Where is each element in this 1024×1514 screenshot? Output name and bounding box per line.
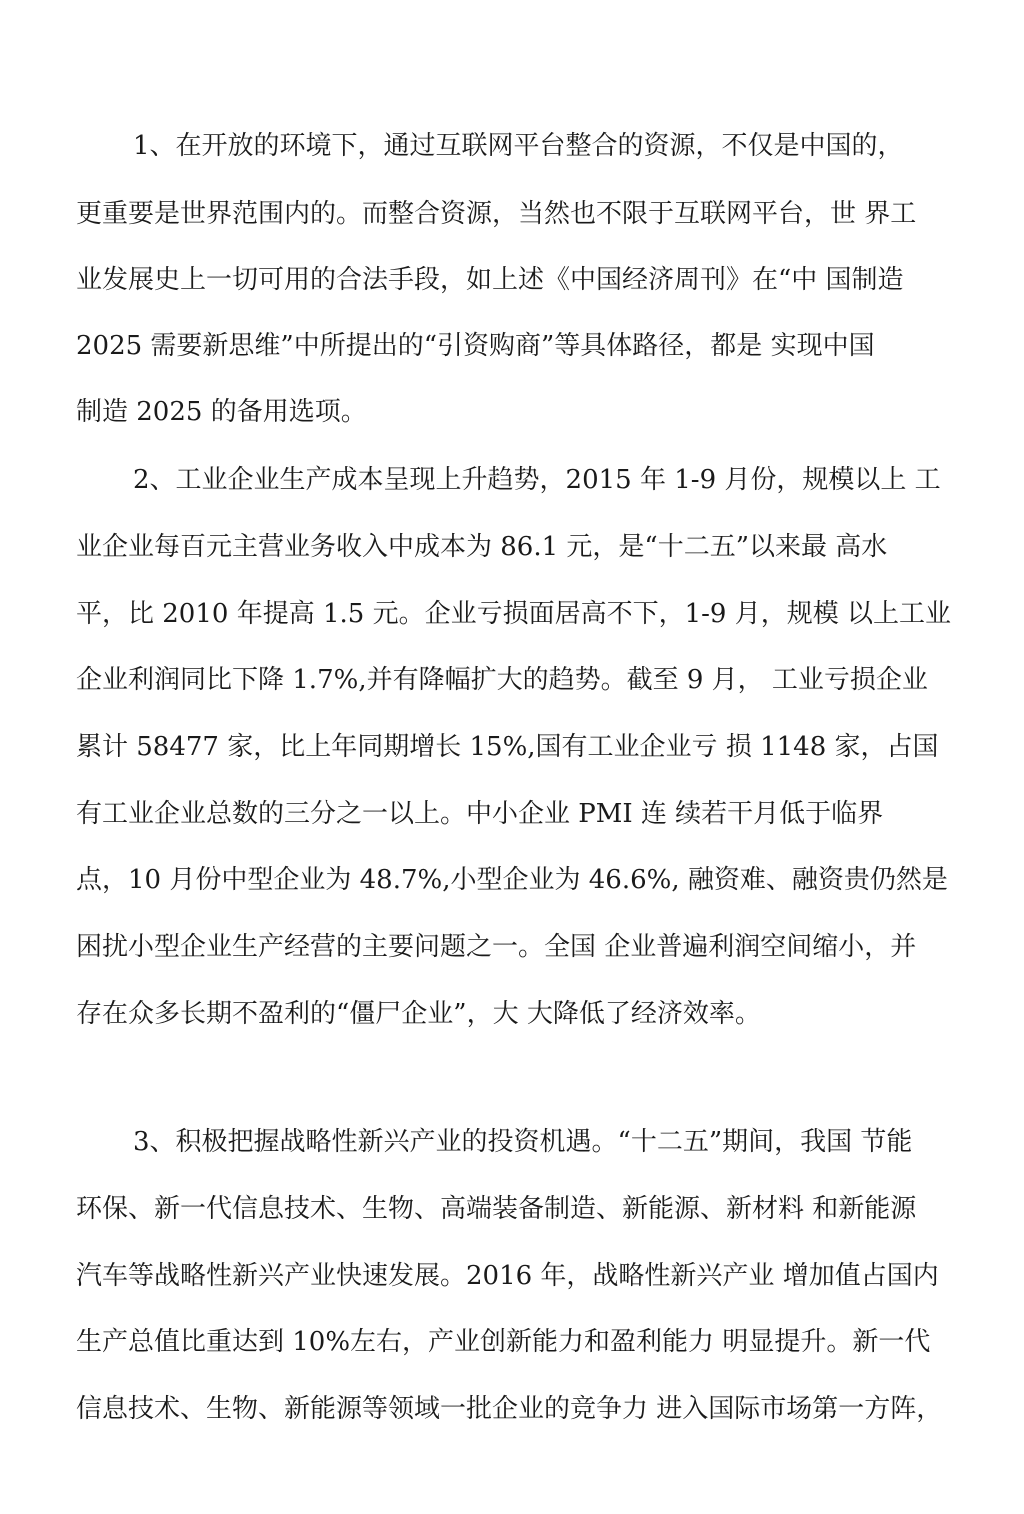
text-line: 制造 2025 的备用选项。: [76, 397, 367, 427]
text-line: 3、积极把握战略性新兴产业的投资机遇。“十二五”期间，我国 节能: [133, 1127, 913, 1157]
text-line: 2025 需要新思维”中所提出的“引资购商”等具体路径，都是 实现中国: [76, 331, 875, 361]
text-line: 业发展史上一切可用的合法手段，如上述《中国经济周刊》在“中 国制造: [76, 265, 904, 295]
text-line: 汽车等战略性新兴产业快速发展。2016 年，战略性新兴产业 增加值占国内: [76, 1261, 939, 1291]
text-line: 更重要是世界范围内的。而整合资源，当然也不限于互联网平台，世 界工: [76, 199, 917, 229]
text-line: 累计 58477 家，比上年同期增长 15%,国有工业企业亏 损 1148 家，占国: [76, 732, 939, 762]
text-line: 平，比 2010 年提高 1.5 元。企业亏损面居高不下，1-9 月，规模 以上工业: [76, 599, 951, 629]
text-line: 困扰小型企业生产经营的主要问题之一。全国 企业普遍利润空间缩小，并: [76, 932, 917, 962]
text-line: 业企业每百元主营业务收入中成本为 86.1 元，是“十二五”以来最 高水: [76, 532, 888, 562]
text-line: 生产总值比重达到 10%左右，产业创新能力和盈利能力 明显提升。新一代: [76, 1327, 931, 1357]
text-line: 企业利润同比下降 1.7%,并有降幅扩大的趋势。截至 9 月， 工业亏损企业: [76, 665, 928, 695]
text-line: 存在众多长期不盈利的“僵尸企业”，大 大降低了经济效率。: [76, 999, 761, 1029]
text-line: 点，10 月份中型企业为 48.7%,小型企业为 46.6%, 融资难、融资贵仍然是: [76, 865, 948, 895]
text-line: 环保、新一代信息技术、生物、高端装备制造、新能源、新材料 和新能源: [76, 1194, 917, 1224]
text-line: 信息技术、生物、新能源等领域一批企业的竞争力 进入国际市场第一方阵，: [76, 1394, 943, 1424]
text-line: 1、在开放的环境下，通过互联网平台整合的资源，不仅是中国的，: [133, 131, 904, 161]
text-line: 2、工业企业生产成本呈现上升趋势，2015 年 1-9 月份，规模以上 工: [133, 465, 941, 495]
text-line: 有工业企业总数的三分之一以上。中小企业 PMI 连 续若干月低于临界: [76, 799, 884, 829]
